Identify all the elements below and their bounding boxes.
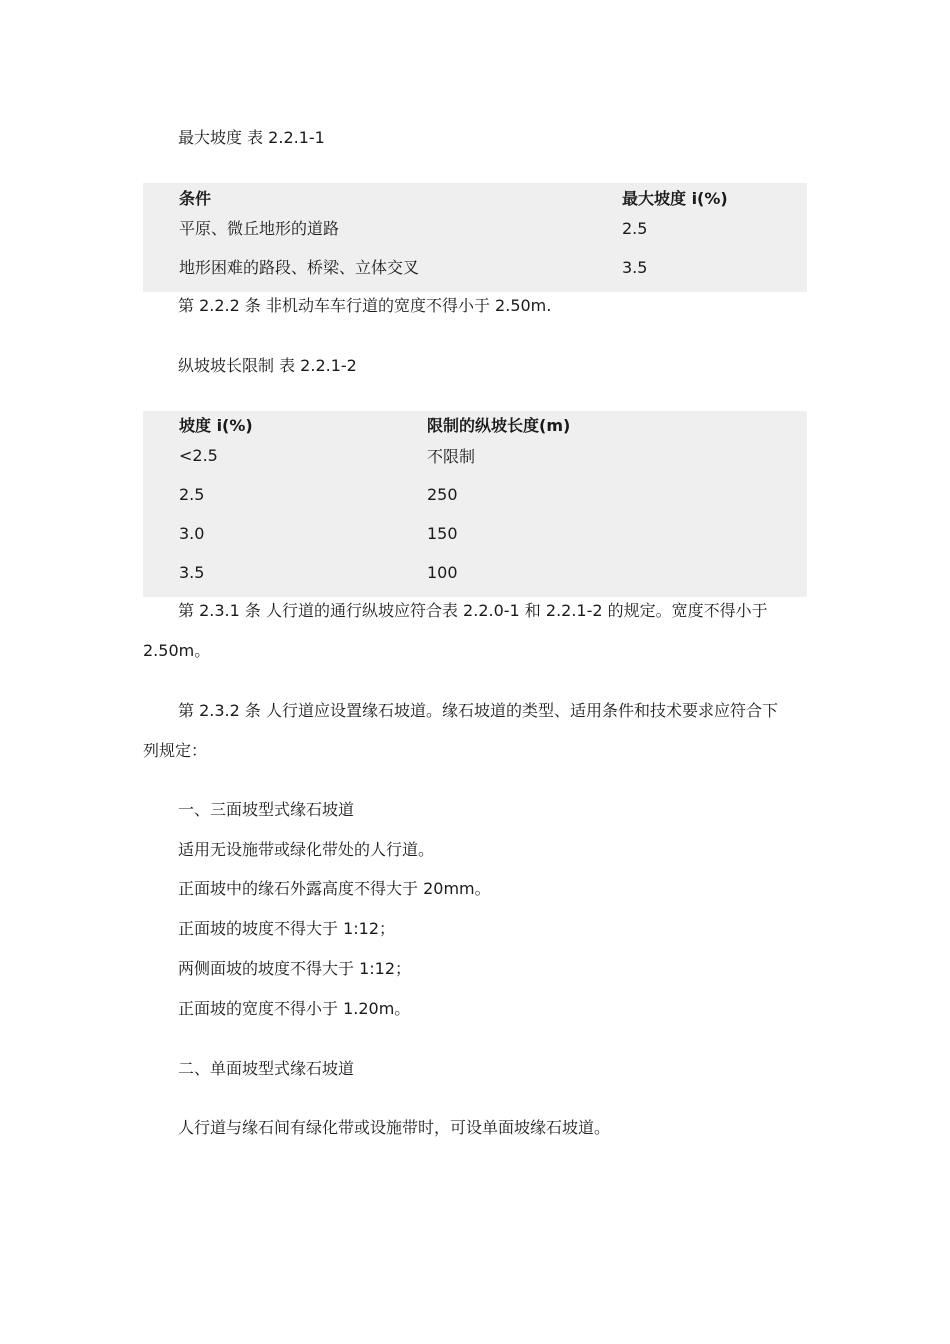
- table1-caption: 最大坡度 表 2.2.1-1: [178, 128, 325, 147]
- clause-2-2-2: 第 2.2.2 条 非机动车车行道的宽度不得小于 2.50m.: [178, 296, 552, 315]
- clause-2-3-1-line1: 第 2.3.1 条 人行道的通行纵坡应符合表 2.2.0-1 和 2.2.1-2 的规定。宽度不得小于: [178, 601, 768, 620]
- table2-row1-length: 不限制: [427, 447, 476, 466]
- section1-item-2: 正面坡中的缘石外露高度不得大于 20mm。: [178, 879, 491, 898]
- table2-row4-grade: 3.5: [179, 563, 205, 582]
- section2-heading: 二、单面坡型式缘石坡道: [178, 1059, 355, 1078]
- section1-heading: 一、三面坡型式缘石坡道: [178, 800, 355, 819]
- section1-item-4: 两侧面坡的坡度不得大于 1:12；: [178, 959, 412, 978]
- table2-header-grade: 坡度 i(%): [179, 416, 253, 435]
- section1-item-1: 适用无设施带或绿化带处的人行道。: [178, 840, 435, 859]
- table2-row2-grade: 2.5: [179, 485, 205, 504]
- section1-item-3: 正面坡的坡度不得大于 1:12；: [178, 919, 396, 938]
- table1-row2-value: 3.5: [622, 258, 648, 277]
- table1-row2-condition: 地形困难的路段、桥梁、立体交叉: [179, 258, 420, 277]
- grade-length-table: [143, 411, 807, 597]
- table2-row4-length: 100: [427, 563, 458, 582]
- table2-row1-grade: <2.5: [179, 446, 218, 465]
- table1-header-condition: 条件: [179, 189, 212, 208]
- clause-2-3-1-line2: 2.50m。: [143, 641, 211, 660]
- section2-item-1: 人行道与缘石间有绿化带或设施带时，可设单面坡缘石坡道。: [178, 1118, 611, 1137]
- clause-2-3-2-line2: 列规定：: [143, 741, 208, 760]
- table2-row3-length: 150: [427, 524, 458, 543]
- section1-item-5: 正面坡的宽度不得小于 1.20m。: [178, 999, 411, 1018]
- table1-header-max-grade: 最大坡度 i(%): [622, 189, 728, 208]
- table1-row1-value: 2.5: [622, 219, 648, 238]
- table2-row3-grade: 3.0: [179, 524, 205, 543]
- max-grade-table: [143, 183, 807, 292]
- table2-caption: 纵坡坡长限制 表 2.2.1-2: [178, 356, 357, 375]
- table2-row2-length: 250: [427, 485, 458, 504]
- clause-2-3-2-line1: 第 2.3.2 条 人行道应设置缘石坡道。缘石坡道的类型、适用条件和技术要求应符合下: [178, 701, 778, 720]
- table2-header-length: 限制的纵坡长度(m): [427, 416, 571, 435]
- table1-row1-condition: 平原、微丘地形的道路: [179, 219, 340, 238]
